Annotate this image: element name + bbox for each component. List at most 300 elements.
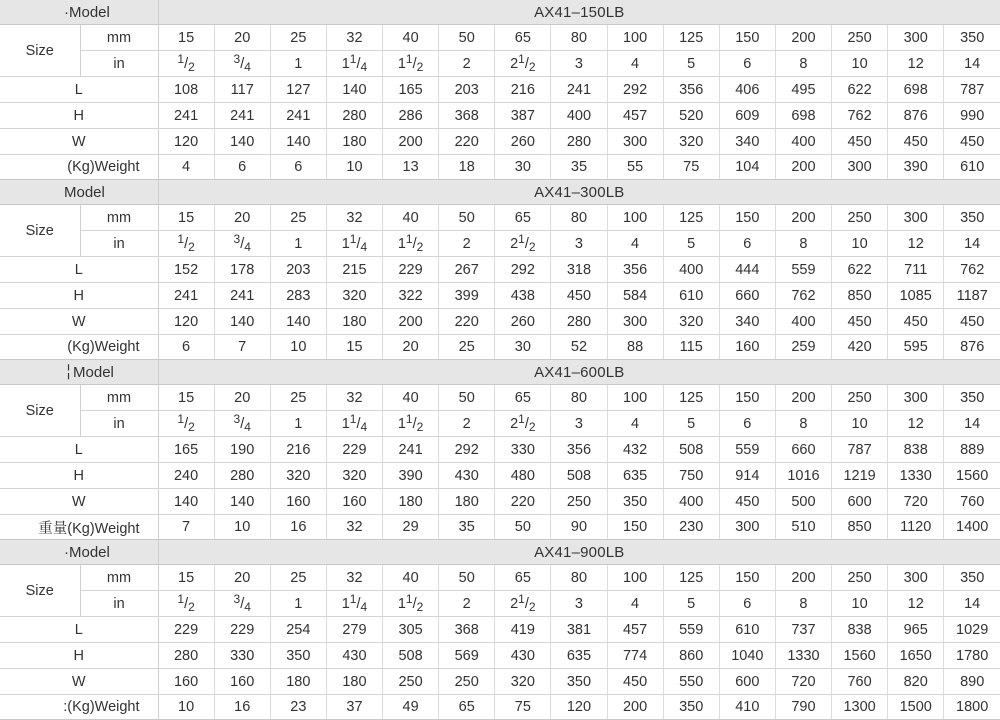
w-value: 400 <box>775 309 831 335</box>
h-value: 390 <box>383 463 439 489</box>
inch-whole: 1 <box>341 55 350 72</box>
weight-value: 15 <box>326 335 382 360</box>
inch-size <box>510 591 536 614</box>
weight-value: 75 <box>495 695 551 720</box>
dim-row-h <box>0 463 1000 489</box>
weight-value: 259 <box>775 335 831 360</box>
inch-slash: / <box>356 235 361 252</box>
l-value: 216 <box>495 77 551 103</box>
inch-size <box>177 411 195 434</box>
l-value: 622 <box>832 77 888 103</box>
h-value: 430 <box>326 643 382 669</box>
w-value: 350 <box>607 489 663 515</box>
h-value: 990 <box>944 103 1000 129</box>
inch-whole: 1 <box>294 235 303 252</box>
l-value: 559 <box>719 437 775 463</box>
model-label <box>0 540 158 565</box>
weight-label <box>0 515 158 540</box>
inch-size <box>799 236 807 252</box>
l-value: 406 <box>719 77 775 103</box>
w-value: 160 <box>214 669 270 695</box>
in-value <box>832 51 888 77</box>
inch-whole: 14 <box>964 235 981 252</box>
h-value: 569 <box>439 643 495 669</box>
h-value: 1040 <box>719 643 775 669</box>
l-value: 292 <box>495 257 551 283</box>
inch-slash: / <box>524 415 529 432</box>
h-value: 698 <box>775 103 831 129</box>
w-value: 340 <box>719 309 775 335</box>
weight-label-text: (Kg)Weight <box>67 699 140 715</box>
w-value: 550 <box>663 669 719 695</box>
w-value: 260 <box>495 129 551 155</box>
mm-value: 100 <box>607 25 663 51</box>
model-label-text: Model <box>73 364 114 381</box>
mm-value: 200 <box>775 25 831 51</box>
in-value <box>944 231 1000 257</box>
inch-num: 1 <box>349 411 357 426</box>
inch-size <box>631 236 639 252</box>
l-value: 215 <box>326 257 382 283</box>
w-value: 720 <box>775 669 831 695</box>
weight-value: 610 <box>944 155 1000 180</box>
in-value <box>832 591 888 617</box>
inch-slash: / <box>412 55 417 72</box>
w-value: 320 <box>495 669 551 695</box>
h-value: 1650 <box>888 643 944 669</box>
mm-value: 150 <box>719 385 775 411</box>
inch-num: 1 <box>405 411 413 426</box>
weight-value: 65 <box>439 695 495 720</box>
weight-value: 29 <box>383 515 439 540</box>
inch-whole: 6 <box>743 595 752 612</box>
unit-mm: mm <box>80 385 158 411</box>
inch-whole: 1 <box>397 595 406 612</box>
unit-in: in <box>80 231 158 257</box>
inch-whole: 14 <box>964 55 981 72</box>
inch-size <box>463 236 471 252</box>
inch-size <box>964 236 980 252</box>
inch-whole: 1 <box>341 235 350 252</box>
l-value: 838 <box>832 617 888 643</box>
l-value: 190 <box>214 437 270 463</box>
size-mm-row <box>0 565 1000 591</box>
inch-num: 1 <box>405 591 413 606</box>
spec-table <box>0 360 1000 540</box>
inch-size <box>575 416 583 432</box>
l-value: 216 <box>270 437 326 463</box>
dim-label-l: L <box>0 257 158 283</box>
weight-value: 7 <box>158 515 214 540</box>
mm-value: 250 <box>832 385 888 411</box>
l-value: 381 <box>551 617 607 643</box>
inch-whole: 12 <box>907 595 924 612</box>
inch-size <box>687 56 695 72</box>
mm-value: 15 <box>158 205 214 231</box>
w-value: 200 <box>383 309 439 335</box>
inch-size <box>341 231 368 254</box>
h-value: 660 <box>719 283 775 309</box>
inch-den: 2 <box>188 599 195 614</box>
h-value: 320 <box>326 283 382 309</box>
weight-value: 88 <box>607 335 663 360</box>
weight-row <box>0 695 1000 720</box>
w-value: 140 <box>270 309 326 335</box>
inch-size <box>294 416 302 432</box>
weight-value: 90 <box>551 515 607 540</box>
mm-value: 15 <box>158 565 214 591</box>
w-value: 160 <box>326 489 382 515</box>
mm-value: 250 <box>832 25 888 51</box>
h-value: 400 <box>551 103 607 129</box>
inch-whole: 1 <box>294 55 303 72</box>
inch-size <box>743 56 751 72</box>
weight-value: 23 <box>270 695 326 720</box>
weight-prefix: : <box>63 699 68 715</box>
weight-value: 200 <box>775 155 831 180</box>
w-value: 180 <box>326 309 382 335</box>
w-value: 140 <box>214 129 270 155</box>
weight-value: 50 <box>495 515 551 540</box>
weight-value: 390 <box>888 155 944 180</box>
inch-whole: 3 <box>574 595 583 612</box>
h-value: 1219 <box>832 463 888 489</box>
inch-den: 2 <box>416 59 424 74</box>
model-row <box>0 180 1000 205</box>
in-value <box>775 411 831 437</box>
size-mm-row <box>0 25 1000 51</box>
mm-value: 50 <box>439 205 495 231</box>
w-value: 120 <box>158 309 214 335</box>
in-value <box>888 51 944 77</box>
in-value <box>663 51 719 77</box>
weight-value: 1300 <box>832 695 888 720</box>
in-value <box>383 231 439 257</box>
h-value: 1187 <box>944 283 1000 309</box>
dim-label-l: L <box>0 437 158 463</box>
h-value: 1016 <box>775 463 831 489</box>
in-value <box>270 231 326 257</box>
w-value: 200 <box>383 129 439 155</box>
l-value: 165 <box>158 437 214 463</box>
dim-label-h: H <box>0 643 158 669</box>
weight-value: 104 <box>719 155 775 180</box>
model-label-text: Model <box>64 183 105 201</box>
l-value: 622 <box>832 257 888 283</box>
dim-row-w <box>0 489 1000 515</box>
mm-value: 350 <box>944 25 1000 51</box>
size-in-row <box>0 591 1000 617</box>
mm-value: 350 <box>944 205 1000 231</box>
h-value: 241 <box>158 103 214 129</box>
mm-value: 50 <box>439 25 495 51</box>
inch-den: 2 <box>188 59 195 74</box>
l-value: 1029 <box>944 617 1000 643</box>
l-value: 457 <box>607 617 663 643</box>
w-value: 820 <box>888 669 944 695</box>
inch-num: 1 <box>518 591 525 606</box>
inch-size <box>233 411 251 434</box>
in-value <box>719 51 775 77</box>
in-value <box>607 411 663 437</box>
h-value: 1330 <box>775 643 831 669</box>
weight-label-text: (Kg)Weight <box>67 520 140 537</box>
w-value: 250 <box>383 669 439 695</box>
h-value: 320 <box>270 463 326 489</box>
mm-value: 80 <box>551 565 607 591</box>
h-value: 508 <box>383 643 439 669</box>
in-value <box>551 411 607 437</box>
l-value: 203 <box>439 77 495 103</box>
l-value: 559 <box>663 617 719 643</box>
inch-size <box>510 231 536 254</box>
inch-whole: 4 <box>631 235 640 252</box>
in-value <box>214 51 270 77</box>
inch-size <box>510 51 536 74</box>
inch-slash: / <box>412 235 417 252</box>
in-value <box>944 411 1000 437</box>
inch-whole: 2 <box>462 55 471 72</box>
in-value <box>495 591 551 617</box>
in-value <box>439 411 495 437</box>
weight-value: 115 <box>663 335 719 360</box>
h-value: 368 <box>439 103 495 129</box>
weight-value: 75 <box>663 155 719 180</box>
mm-value: 125 <box>663 205 719 231</box>
in-value <box>439 591 495 617</box>
in-value <box>663 591 719 617</box>
h-value: 1085 <box>888 283 944 309</box>
mm-value: 32 <box>326 25 382 51</box>
inch-den: 4 <box>244 239 251 254</box>
mm-value: 200 <box>775 565 831 591</box>
inch-num: 1 <box>405 231 413 246</box>
in-value <box>832 231 888 257</box>
l-value: 787 <box>944 77 1000 103</box>
inch-whole: 5 <box>687 235 696 252</box>
in-value <box>888 231 944 257</box>
inch-slash: / <box>240 55 245 72</box>
inch-num: 1 <box>177 411 185 426</box>
mm-value: 100 <box>607 385 663 411</box>
weight-row <box>0 155 1000 180</box>
h-value: 876 <box>888 103 944 129</box>
inch-whole: 8 <box>799 595 808 612</box>
w-value: 760 <box>944 489 1000 515</box>
in-value <box>551 51 607 77</box>
weight-label-text: (Kg)Weight <box>67 339 140 355</box>
model-label-text: Model <box>69 543 110 561</box>
inch-size <box>964 416 980 432</box>
mm-value: 15 <box>158 385 214 411</box>
inch-size <box>341 591 368 614</box>
inch-den: 2 <box>528 419 536 434</box>
h-value: 320 <box>326 463 382 489</box>
mm-value: 65 <box>495 565 551 591</box>
inch-size <box>463 596 471 612</box>
model-label-text: Model <box>69 3 110 21</box>
weight-value: 10 <box>158 695 214 720</box>
dim-row-h <box>0 283 1000 309</box>
l-value: 838 <box>888 437 944 463</box>
inch-size <box>908 236 924 252</box>
w-value: 220 <box>439 129 495 155</box>
inch-size <box>852 236 868 252</box>
in-value <box>383 51 439 77</box>
inch-size <box>177 231 195 254</box>
inch-den: 4 <box>360 419 368 434</box>
mm-value: 32 <box>326 385 382 411</box>
weight-value: 876 <box>944 335 1000 360</box>
l-value: 229 <box>214 617 270 643</box>
inch-whole: 1 <box>294 415 303 432</box>
l-value: 356 <box>607 257 663 283</box>
l-value: 292 <box>607 77 663 103</box>
l-value: 432 <box>607 437 663 463</box>
weight-label <box>0 155 158 180</box>
l-value: 419 <box>495 617 551 643</box>
weight-value: 790 <box>775 695 831 720</box>
h-value: 283 <box>270 283 326 309</box>
weight-value: 30 <box>495 155 551 180</box>
w-value: 600 <box>832 489 888 515</box>
inch-num: 1 <box>177 231 185 246</box>
inch-whole: 4 <box>631 415 640 432</box>
size-label: Size <box>0 25 80 77</box>
in-value <box>719 231 775 257</box>
l-value: 711 <box>888 257 944 283</box>
inch-size <box>233 591 251 614</box>
dim-label-w: W <box>0 669 158 695</box>
weight-value: 350 <box>663 695 719 720</box>
inch-slash: / <box>524 235 529 252</box>
in-value <box>214 411 270 437</box>
h-value: 1560 <box>944 463 1000 489</box>
inch-slash: / <box>412 595 417 612</box>
in-value <box>607 591 663 617</box>
h-value: 438 <box>495 283 551 309</box>
inch-size <box>743 596 751 612</box>
weight-value: 850 <box>832 515 888 540</box>
w-value: 140 <box>158 489 214 515</box>
inch-size <box>575 236 583 252</box>
mm-value: 300 <box>888 565 944 591</box>
in-value <box>944 591 1000 617</box>
w-value: 280 <box>551 309 607 335</box>
weight-value: 25 <box>439 335 495 360</box>
l-value: 698 <box>888 77 944 103</box>
inch-whole: 10 <box>851 55 868 72</box>
inch-whole: 1 <box>341 595 350 612</box>
inch-den: 4 <box>360 59 368 74</box>
inch-size <box>852 416 868 432</box>
h-value: 450 <box>551 283 607 309</box>
mm-value: 25 <box>270 25 326 51</box>
l-value: 127 <box>270 77 326 103</box>
model-label <box>0 180 158 205</box>
l-value: 356 <box>551 437 607 463</box>
in-value <box>158 231 214 257</box>
dim-label-l: L <box>0 617 158 643</box>
in-value <box>495 411 551 437</box>
weight-value: 6 <box>270 155 326 180</box>
w-value: 760 <box>832 669 888 695</box>
l-value: 241 <box>551 77 607 103</box>
dim-row-w <box>0 129 1000 155</box>
w-value: 180 <box>326 669 382 695</box>
inch-size <box>294 236 302 252</box>
inch-num: 3 <box>233 591 241 606</box>
w-value: 450 <box>888 129 944 155</box>
weight-label-text: (Kg)Weight <box>67 159 140 175</box>
inch-whole: 3 <box>574 415 583 432</box>
dim-row-l <box>0 437 1000 463</box>
model-prefix: ╎ <box>64 364 74 381</box>
in-value <box>158 591 214 617</box>
w-value: 400 <box>775 129 831 155</box>
inch-size <box>687 596 695 612</box>
mm-value: 50 <box>439 385 495 411</box>
model-label <box>0 360 158 385</box>
h-value: 240 <box>158 463 214 489</box>
w-value: 450 <box>832 129 888 155</box>
mm-value: 32 <box>326 205 382 231</box>
inch-whole: 2 <box>510 235 519 252</box>
in-value <box>888 411 944 437</box>
mm-value: 80 <box>551 385 607 411</box>
weight-value: 20 <box>383 335 439 360</box>
inch-whole: 12 <box>907 55 924 72</box>
mm-value: 40 <box>383 205 439 231</box>
inch-size <box>510 411 536 434</box>
dim-label-l: L <box>0 77 158 103</box>
in-value <box>326 591 382 617</box>
inch-whole: 14 <box>964 595 981 612</box>
inch-whole: 2 <box>510 415 519 432</box>
in-value <box>439 231 495 257</box>
weight-value: 410 <box>719 695 775 720</box>
in-value <box>214 591 270 617</box>
mm-value: 125 <box>663 25 719 51</box>
l-value: 152 <box>158 257 214 283</box>
inch-den: 4 <box>244 599 251 614</box>
inch-whole: 1 <box>397 55 406 72</box>
mm-value: 200 <box>775 385 831 411</box>
in-value <box>158 51 214 77</box>
weight-label <box>0 695 158 720</box>
dim-label-w: W <box>0 129 158 155</box>
weight-value: 7 <box>214 335 270 360</box>
h-value: 387 <box>495 103 551 129</box>
size-label: Size <box>0 385 80 437</box>
w-value: 600 <box>719 669 775 695</box>
inch-slash: / <box>184 595 189 612</box>
weight-value: 300 <box>832 155 888 180</box>
weight-value: 1500 <box>888 695 944 720</box>
in-value <box>326 51 382 77</box>
weight-value: 200 <box>607 695 663 720</box>
inch-num: 1 <box>349 591 357 606</box>
weight-value: 6 <box>158 335 214 360</box>
inch-size <box>294 56 302 72</box>
inch-whole: 1 <box>397 235 406 252</box>
mm-value: 40 <box>383 565 439 591</box>
h-value: 762 <box>775 283 831 309</box>
mm-value: 20 <box>214 205 270 231</box>
inch-size <box>575 56 583 72</box>
mm-value: 65 <box>495 385 551 411</box>
weight-value: 16 <box>214 695 270 720</box>
